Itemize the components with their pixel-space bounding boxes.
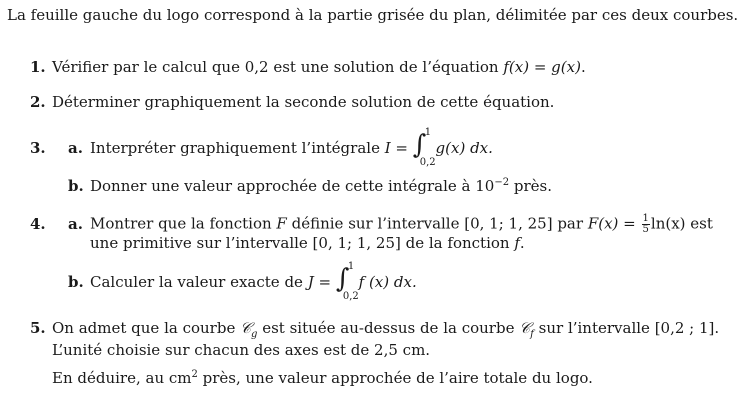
q4b-label: b. (68, 273, 84, 291)
q3-number: 3. (30, 139, 46, 157)
integral-sign-icon: ∫ 1 0,2 (335, 261, 359, 302)
q3b-label: b. (68, 177, 84, 195)
q3a-label: a. (68, 139, 83, 157)
fraction-one-fifth: $\frac{1}{5}$ (642, 213, 649, 235)
q1-text: Vérifier par le calcul que 0,2 est une solution de l’équation f(x) = g(x). (52, 58, 586, 76)
q4a-line1: Montrer que la fonction F définie sur l’intervalle [0, 1; 1, 25] par F(x) = $\frac{1}{5}$ ln(x) est (90, 213, 713, 235)
q4a-line2: une primitive sur l’intervalle [0, 1; 1, 25] de la fonction f. (90, 234, 525, 252)
q3b-text: Donner une valeur approchée de cette intégrale à $10^{-2}$ près. (90, 177, 552, 195)
q4b-text: Calculer la valeur exacte de J = ∫ 1 0,2 f (x) dx. (90, 261, 417, 302)
q5-line3: En déduire, au $cm^2$ près, une valeur approchée de l’aire totale du logo. (52, 369, 593, 387)
q4a-label: a. (68, 215, 83, 233)
q2-number: 2. (30, 93, 46, 111)
curve-cf: 𝒞 (519, 319, 531, 337)
integral-sign-icon: ∫ 1 0,2 (412, 127, 436, 168)
q4-number: 4. (30, 215, 46, 233)
q5-line2: L’unité choisie sur chacun des axes est de 2,5 cm. (52, 341, 431, 359)
curve-cg: 𝒞 (240, 319, 252, 337)
q2-text: Déterminer graphiquement la seconde solution de cette équation. (52, 93, 555, 111)
q5-line1: On admet que la courbe 𝒞$_g$ est située au-dessus de la courbe 𝒞$_f$ sur l’intervalle [0,2 ; 1]. (52, 319, 720, 340)
q1-equation: f(x) = g(x) (503, 58, 581, 76)
intro-text: La feuille gauche du logo correspond à la partie grisée du plan, délimitée par ces deux courbes. (7, 6, 738, 24)
q3a-text: Interpréter graphiquement l’intégrale I = ∫ 1 0,2 g(x) dx. (90, 127, 493, 168)
q5-number: 5. (30, 319, 46, 337)
q1-number: 1. (30, 58, 46, 76)
